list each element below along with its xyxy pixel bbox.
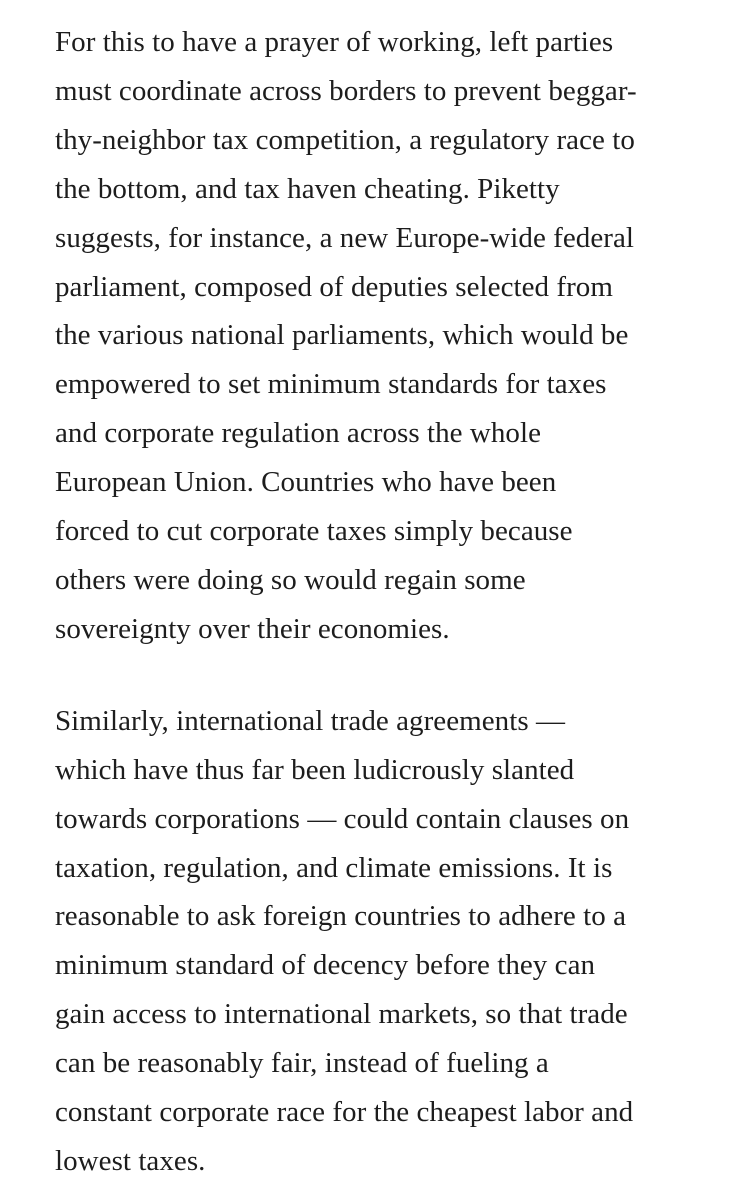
text-line: which have thus far been ludicrously slanted — [55, 753, 575, 786]
text-line: lowest taxes. — [55, 1144, 206, 1177]
text-line: gain access to international markets, so that trade — [55, 998, 628, 1031]
text-line: towards corporations — could contain clauses on — [55, 802, 630, 835]
text-line: forced to cut corporate taxes simply because — [55, 515, 573, 548]
text-line: others were doing so would regain some — [55, 563, 526, 596]
text-line: European Union. Countries who have been — [55, 466, 557, 499]
paragraph-tax-coordination — [55, 18, 737, 654]
text-line: Similarly, international trade agreements — — [55, 704, 566, 737]
text-line: For this to have a prayer of working, left parties — [55, 26, 614, 58]
text-line: reasonable to ask foreign countries to adhere to a — [55, 900, 627, 933]
text-line: sovereignty over their economies. — [55, 612, 450, 645]
text-line: parliament, composed of deputies selected from — [55, 270, 613, 303]
text-line: the bottom, and tax haven cheating. Piketty — [55, 172, 560, 205]
paragraph-trade-agreements — [55, 697, 737, 1186]
text-line: taxation, regulation, and climate emissions. It is — [55, 851, 613, 884]
text-line: suggests, for instance, a new Europe-wide federal — [55, 221, 635, 254]
text-line: can be reasonably fair, instead of fueling a — [55, 1047, 549, 1080]
text-line: must coordinate across borders to prevent beggar- — [55, 74, 637, 107]
text-line: and corporate regulation across the whole — [55, 417, 542, 450]
text-line: empowered to set minimum standards for taxes — [55, 368, 607, 401]
text-line: the various national parliaments, which would be — [55, 319, 629, 352]
text-line: constant corporate race for the cheapest labor and — [55, 1096, 634, 1129]
text-line: thy-neighbor tax competition, a regulatory race to — [55, 123, 635, 156]
text-line: minimum standard of decency before they can — [55, 949, 596, 982]
